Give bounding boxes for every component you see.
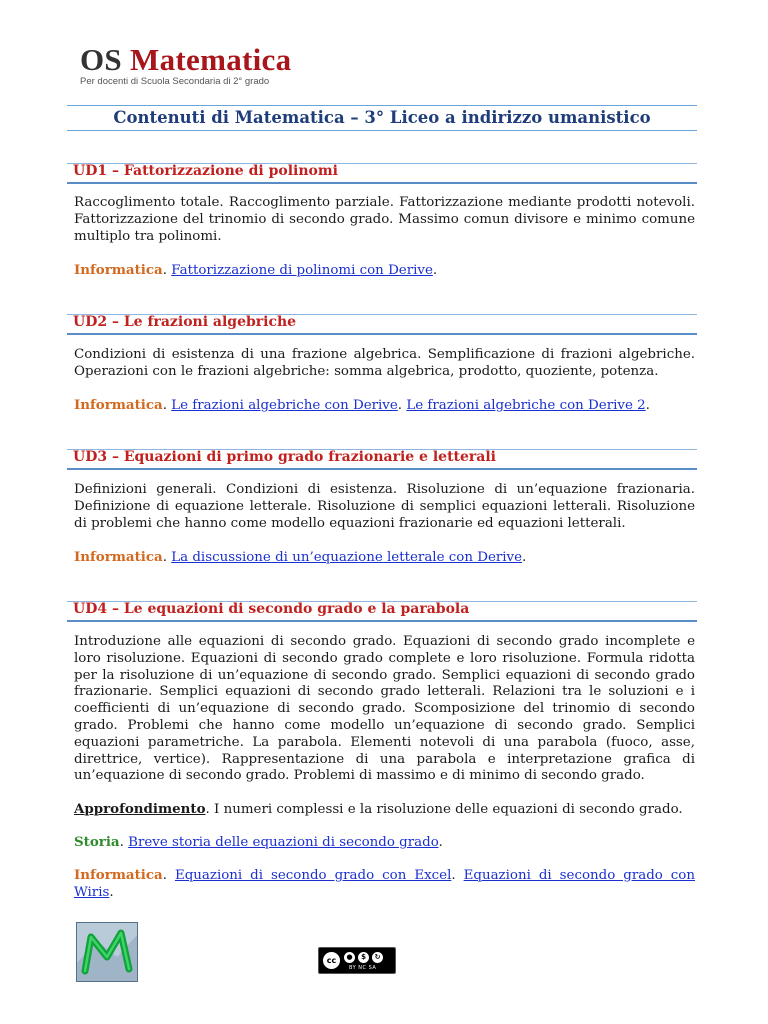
informatica-label: Informatica: [74, 397, 163, 413]
storia-label: Storia: [74, 834, 120, 850]
ud3-body: Definizioni generali. Condizioni di esistenza. Risoluzione di un’equazione frazionaria. Definizione di equazione letterale. Risoluzione di semplici equazioni letterali. Risoluzione di problemi che hanno come modello equazioni frazionarie ed equazioni letterali.: [74, 482, 695, 531]
ud4-body: Introduzione alle equazioni di secondo grado. Equazioni di secondo grado incomplete e loro risoluzione. Equazioni di secondo grado complete e loro risoluzione. Formula ridotta per la risoluzione di un’equazione di secondo grado. Semplici equazioni di secondo grado frazionarie. Semplici equazioni di secondo grado letterali. Relazioni tra le soluzioni e i coefficienti di un’equazione di secondo grado. Scomposizione del trinomio di secondo grado. Problemi che hanno come modello un’equazione di secondo grado. Semplici equazioni parametriche. La parabola. Elementi notevoli di una parabola (fuoco, asse, direttrice, vertice). Rappresentazione di una parabola e interpretazione grafica di un’equazione di secondo grado. Problemi di massimo e di minimo di secondo grado.: [74, 634, 695, 784]
os-matematica-badge-icon[interactable]: [76, 922, 138, 982]
ud4-link-wiris[interactable]: Equazioni di secondo grado con Wiris: [74, 868, 695, 900]
logo-os: OS: [80, 42, 122, 77]
creative-commons-license-icon[interactable]: [318, 947, 396, 974]
ud2-heading: [67, 314, 697, 335]
approfondimento-text: I numeri complessi e la risoluzione delle equazioni di secondo grado.: [214, 802, 683, 817]
ud1-link-derive[interactable]: Fattorizzazione di polinomi con Derive: [171, 263, 433, 278]
ud2-heading-text: UD2 – Le frazioni algebriche: [73, 314, 297, 330]
page-title: Contenuti di Matematica – 3° Liceo a indirizzo umanistico: [67, 105, 697, 131]
ud3-heading-text: UD3 – Equazioni di primo grado frazionarie e letterali: [73, 449, 496, 465]
logo-title: [80, 42, 291, 78]
m-logo-icon: [77, 923, 137, 981]
cc-terms-label: BY NC SA: [349, 965, 377, 971]
ud4-heading-text: UD4 – Le equazioni di secondo grado e la parabola: [73, 601, 470, 617]
informatica-label: Informatica: [74, 867, 163, 883]
site-logo[interactable]: [80, 42, 291, 87]
ud4-link-storia[interactable]: Breve storia delle equazioni di secondo grado: [128, 835, 439, 850]
ud4-link-excel[interactable]: Equazioni di secondo grado con Excel: [174, 868, 452, 883]
approfondimento-label: Approfondimento: [74, 801, 206, 817]
ud4-approfondimento: Approfondimento. I numeri complessi e la risoluzione delle equazioni di secondo grado.: [74, 801, 683, 817]
ud3-heading: [67, 449, 697, 470]
ud1-body: Raccoglimento totale. Raccoglimento parziale. Fattorizzazione mediante prodotti notevoli. Fattorizzazione del trinomio di secondo grado. Massimo comun divisore e minimo comune multiplo tra polinomi.: [74, 195, 695, 244]
ud1-informatica: Informatica. Fattorizzazione di polinomi con Derive.: [74, 262, 438, 278]
ud2-informatica: Informatica. Le frazioni algebriche con Derive. Le frazioni algebriche con Derive 2.: [74, 397, 650, 413]
ud2-link-derive[interactable]: Le frazioni algebriche con Derive: [171, 398, 398, 413]
logo-subtitle: Per docenti di Scuola Secondaria di 2° grado: [80, 76, 270, 87]
informatica-label: Informatica: [74, 262, 163, 278]
ud1-heading-text: UD1 – Fattorizzazione di polinomi: [73, 163, 338, 179]
ud4-informatica: Informatica. Equazioni di secondo grado con Excel. Equazioni di secondo grado con Wiris.: [74, 867, 695, 900]
ud3-informatica: Informatica. La discussione di un’equazione letterale con Derive.: [74, 549, 527, 565]
by-icon: ●: [343, 951, 356, 964]
cc-icon: cc: [322, 951, 341, 970]
informatica-label: Informatica: [74, 549, 163, 565]
ud2-body: Condizioni di esistenza di una frazione algebrica. Semplificazione di frazioni algebriche. Operazioni con le frazioni algebriche: somma algebrica, prodotto, quoziente, potenza.: [74, 347, 695, 379]
ud1-heading: [67, 163, 697, 184]
nc-icon: $: [357, 951, 370, 964]
ud2-link-derive-2[interactable]: Le frazioni algebriche con Derive 2: [406, 398, 646, 413]
sa-icon: ↻: [371, 951, 384, 964]
ud4-heading: [67, 601, 697, 622]
ud4-storia: Storia. Breve storia delle equazioni di secondo grado.: [74, 834, 443, 850]
logo-matematica: Matematica: [130, 42, 292, 77]
ud3-link-derive[interactable]: La discussione di un’equazione letterale con Derive: [171, 550, 523, 565]
